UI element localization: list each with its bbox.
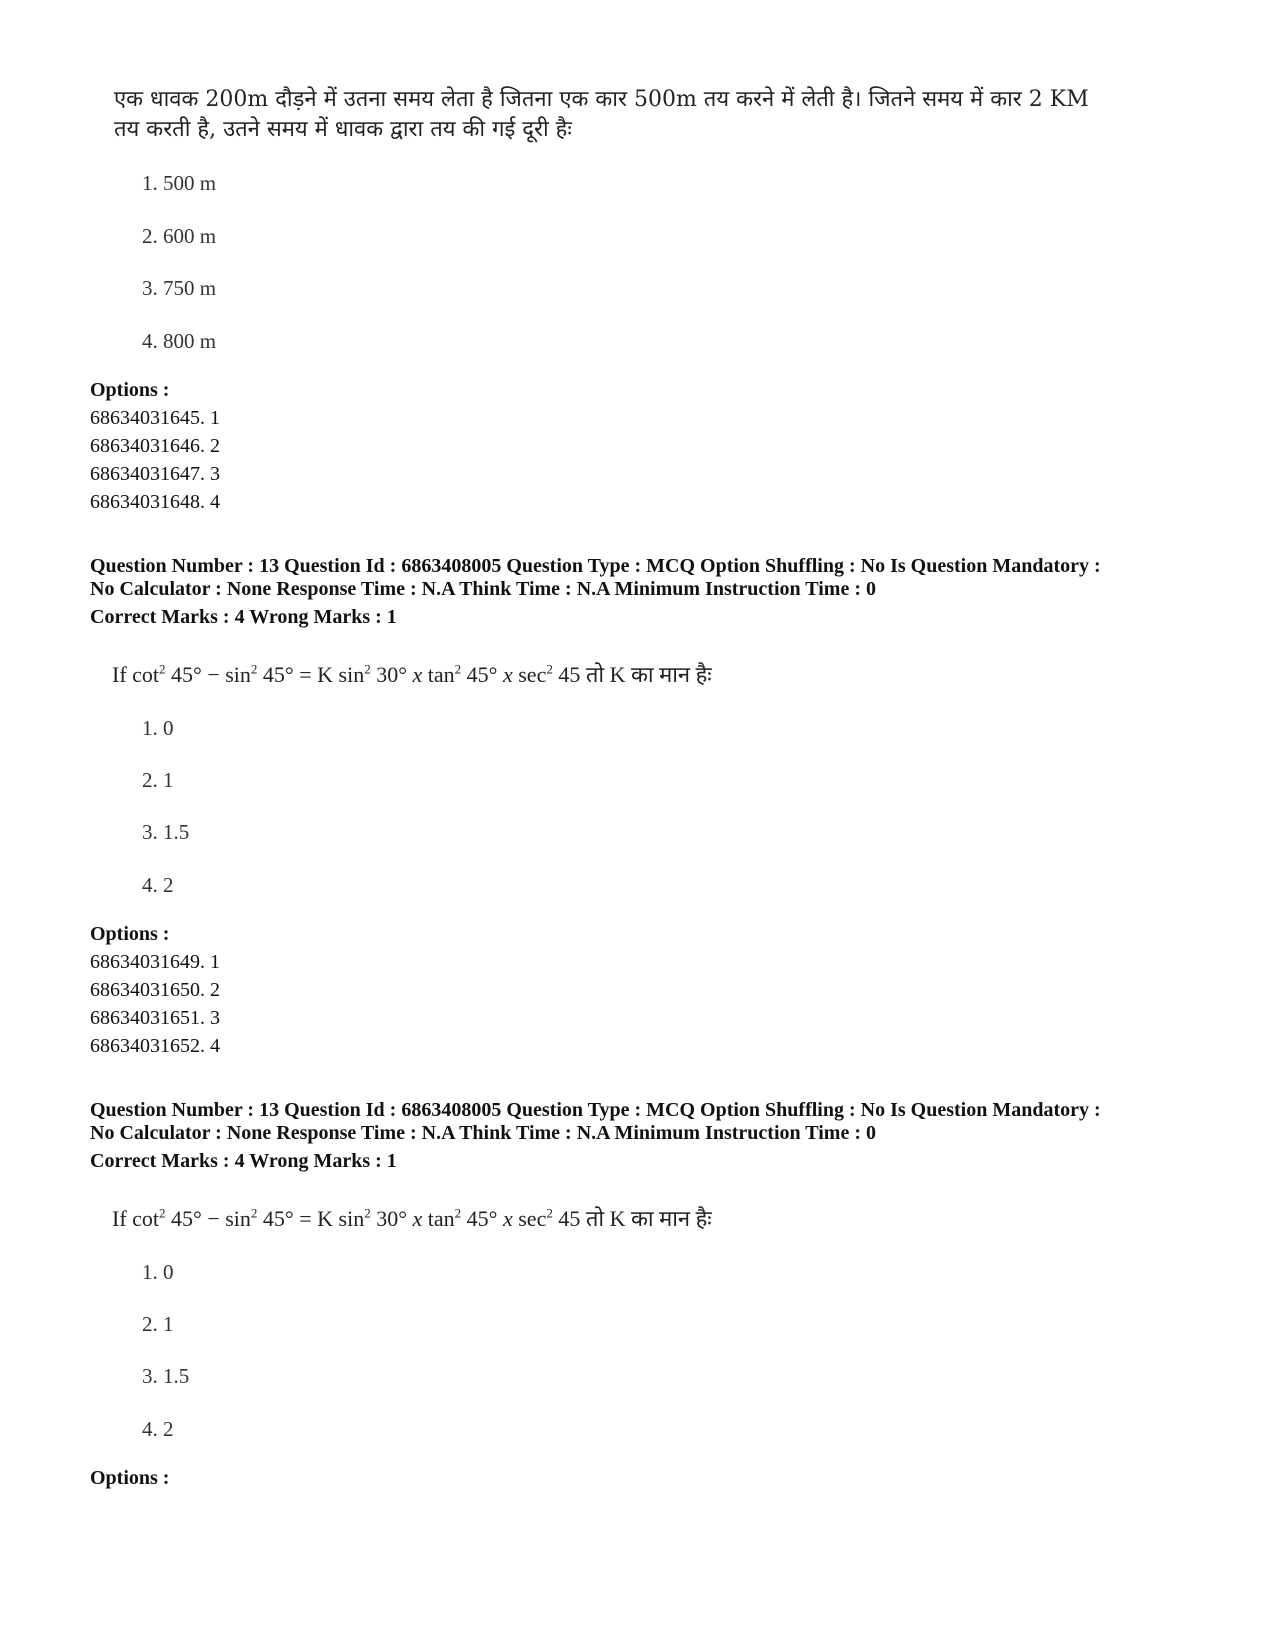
question2-option-id-1: 68634031649. 1 bbox=[90, 951, 220, 973]
question2-choice-1: 1. 0 bbox=[142, 716, 174, 740]
question2-meta-line2: No Calculator : None Response Time : N.A Think Time : N.A Minimum Instruction Time : 0 bbox=[90, 578, 876, 600]
question1-choice-3: 3. 750 m bbox=[142, 276, 217, 300]
question3-equation: If $\cot^2 45^\circ - \sin^2 45^\circ = K$ $\sin^2 30^\circ$ x $\tan^2 45^\circ$ x $\sec^2 45$ तो K का मान हैः bbox=[112, 1205, 712, 1231]
question2-choice-4: 4. 2 bbox=[142, 873, 174, 897]
question1-choice-2: 2. 600 m bbox=[142, 224, 217, 248]
question2-choice-3: 3. 1.5 bbox=[142, 820, 190, 844]
question1-option-id-3: 68634031647. 3 bbox=[90, 463, 220, 485]
question1-options-label: Options : bbox=[90, 379, 170, 401]
question2-meta-line1: Question Number : 13 Question Id : 6863408005 Question Type : MCQ Option Shuffling : No Is Question Mandatory : bbox=[90, 555, 1101, 577]
question3-choice-1: 1. 0 bbox=[142, 1260, 174, 1284]
question3-options-label: Options : bbox=[90, 1467, 170, 1489]
question2-equation: If $\cot^2 45^\circ - \sin^2 45^\circ = K$ $\sin^2 30^\circ$ x $\tan^2 45^\circ$ x $\sec^2 45$ तो K का मान हैः bbox=[112, 661, 712, 687]
question2-marks: Correct Marks : 4 Wrong Marks : 1 bbox=[90, 606, 397, 628]
question3-meta-line1: Question Number : 13 Question Id : 6863408005 Question Type : MCQ Option Shuffling : No Is Question Mandatory : bbox=[90, 1099, 1101, 1121]
question3-choice-2: 2. 1 bbox=[142, 1312, 174, 1336]
question3-meta-line2: No Calculator : None Response Time : N.A Think Time : N.A Minimum Instruction Time : 0 bbox=[90, 1122, 876, 1144]
question1-text-line2: तय करती है, उतने समय में धावक द्वारा तय की गई दूरी हैः bbox=[114, 117, 572, 142]
question3-choice-4: 4. 2 bbox=[142, 1417, 174, 1441]
question1-text-line1: एक धावक 200m दौड़ने में उतना समय लेता है जितना एक कार 500m तय करने में लेती है। जितने समय में कार 2 KM bbox=[114, 87, 1089, 112]
question1-choice-4: 4. 800 m bbox=[142, 329, 217, 353]
question3-choice-3: 3. 1.5 bbox=[142, 1364, 190, 1388]
question1-option-id-4: 68634031648. 4 bbox=[90, 491, 220, 513]
question2-option-id-2: 68634031650. 2 bbox=[90, 979, 220, 1001]
question3-marks: Correct Marks : 4 Wrong Marks : 1 bbox=[90, 1150, 397, 1172]
question1-choice-1: 1. 500 m bbox=[142, 171, 217, 195]
question2-choice-2: 2. 1 bbox=[142, 768, 174, 792]
question1-option-id-2: 68634031646. 2 bbox=[90, 435, 220, 457]
question1-option-id-1: 68634031645. 1 bbox=[90, 407, 220, 429]
question2-options-label: Options : bbox=[90, 923, 170, 945]
question2-option-id-3: 68634031651. 3 bbox=[90, 1007, 220, 1029]
question2-option-id-4: 68634031652. 4 bbox=[90, 1035, 220, 1057]
